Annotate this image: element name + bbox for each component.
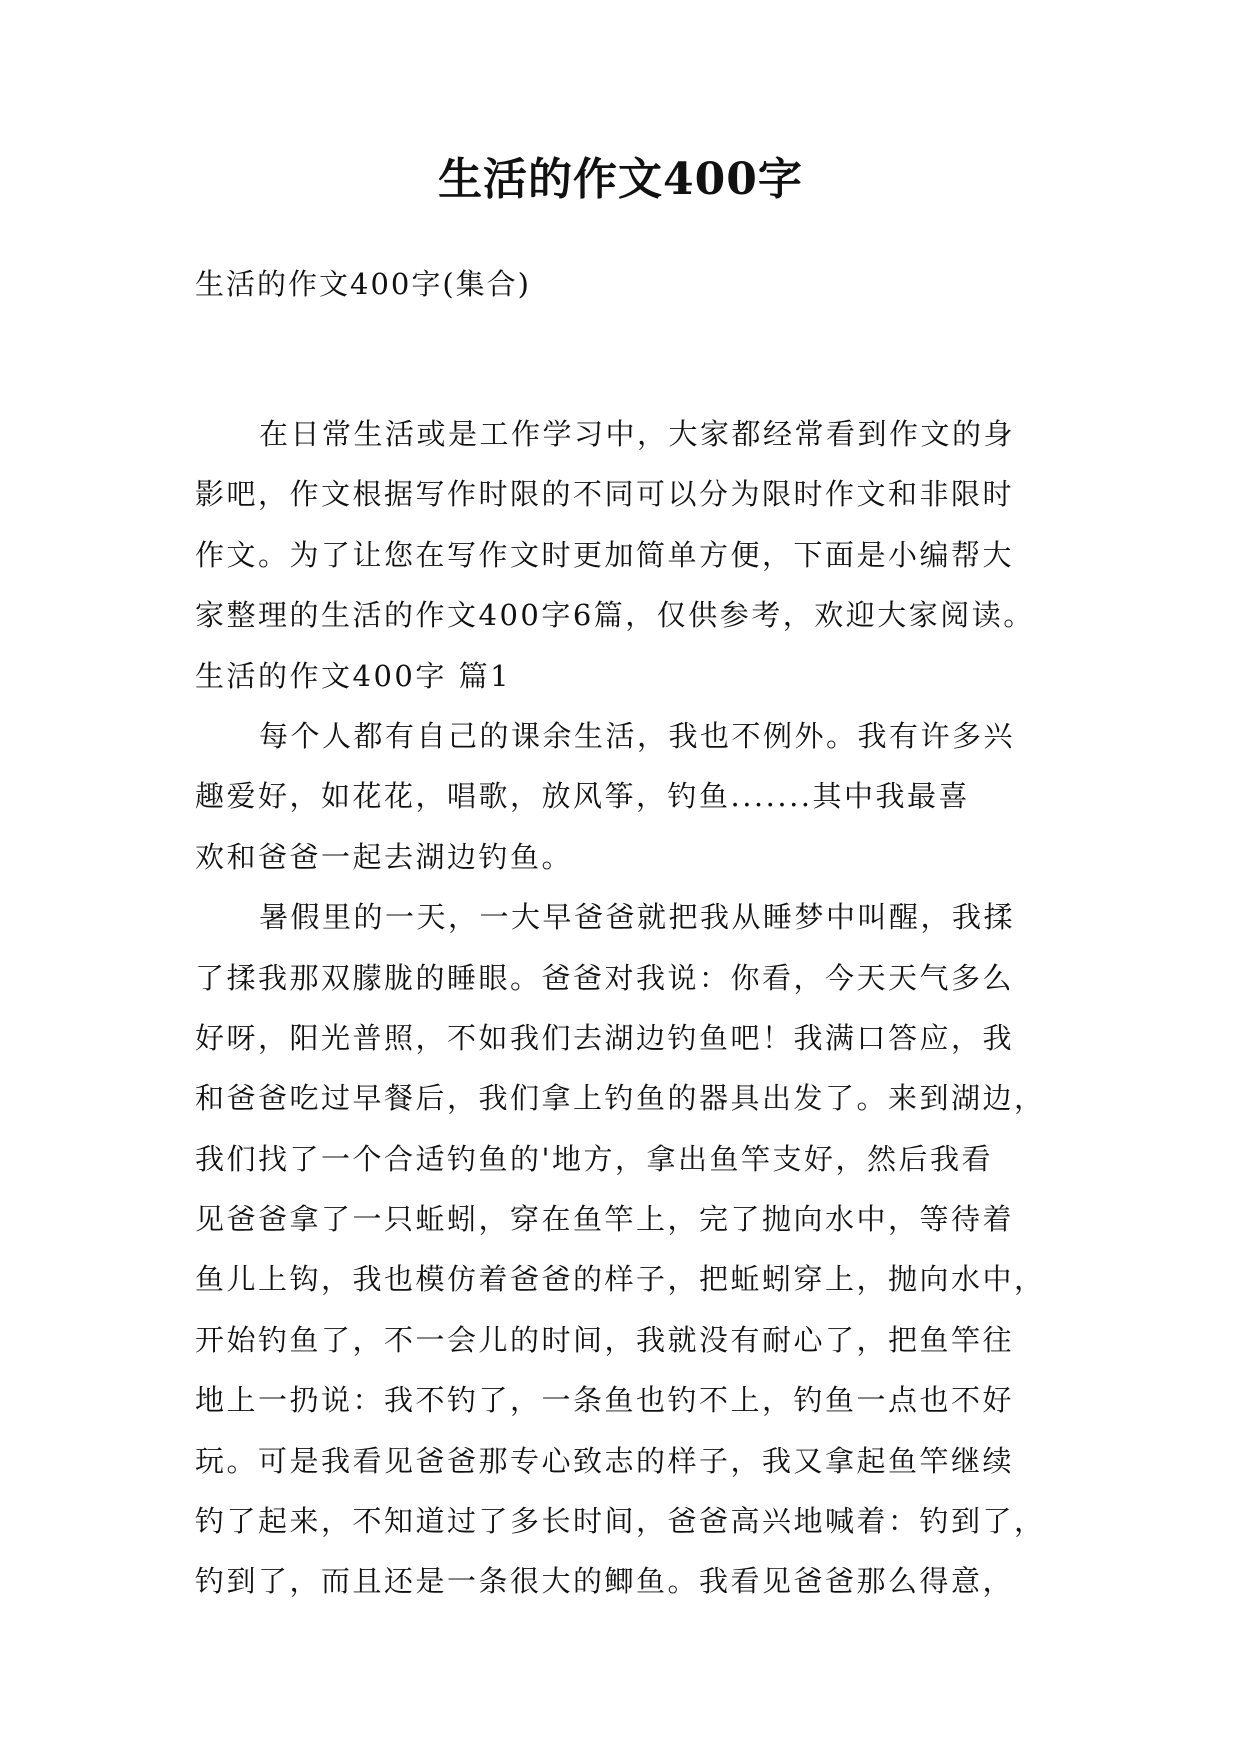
paragraph-line: 开始钓鱼了，不一会儿的时间，我就没有耐心了，把鱼竿往 <box>195 1322 1015 1357</box>
paragraph-line: 了揉我那双朦胧的睡眼。爸爸对我说：你看，今天天气多么 <box>195 960 1015 995</box>
paragraph-line: 和爸爸吃过早餐后，我们拿上钓鱼的器具出发了。来到湖边， <box>195 1081 1046 1116</box>
paragraph-line: 作文。为了让您在写作文时更加简单方便，下面是小编帮大 <box>195 537 1015 572</box>
paragraph-line: 玩。可是我看见爸爸那专心致志的样子，我又拿起鱼竿继续 <box>195 1443 1015 1478</box>
paragraph-line: 影吧，作文根据写作时限的不同可以分为限时作文和非限时 <box>195 477 1015 512</box>
paragraph-line: 地上一扔说：我不钓了，一条鱼也钓不上，钓鱼一点也不好 <box>195 1383 1015 1418</box>
paragraph-line: 暑假里的一天，一大早爸爸就把我从睡梦中叫醒，我揉 <box>259 900 1016 935</box>
paragraph-line: 欢和爸爸一起去湖边钓鱼。 <box>195 839 574 874</box>
document-subtitle: 生活的作文400字(集合) <box>195 267 531 301</box>
paragraph-line: 钓到了，而且还是一条很大的鲫鱼。我看见爸爸那么得意， <box>195 1564 1015 1599</box>
document-title: 生活的作文400字 <box>438 154 803 205</box>
paragraph-line: 见爸爸拿了一只蚯蚓，穿在鱼竿上，完了抛向水中，等待着 <box>195 1202 1015 1237</box>
paragraph-line: 我们找了一个合适钓鱼的'地方，拿出鱼竿支好，然后我看 <box>195 1141 993 1176</box>
paragraph-line: 钓了起来，不知道过了多长时间，爸爸高兴地喊着：钓到了， <box>195 1504 1046 1539</box>
section-heading: 生活的作文400字 篇1 <box>195 658 512 693</box>
paragraph-line: 好呀，阳光普照，不如我们去湖边钓鱼吧！我满口答应，我 <box>195 1020 1015 1055</box>
paragraph-line: 家整理的生活的作文400字6篇，仅供参考，欢迎大家阅读。 <box>195 598 1035 633</box>
paragraph-line: 鱼儿上钩，我也模仿着爸爸的样子，把蚯蚓穿上，抛向水中， <box>195 1262 1046 1297</box>
paragraph-line: 趣爱好，如花花，唱歌，放风筝，钓鱼.......其中我最喜 <box>195 779 971 814</box>
document-body <box>195 404 1050 1612</box>
paragraph-line: 在日常生活或是工作学习中，大家都经常看到作文的身 <box>259 417 1016 451</box>
paragraph-line: 每个人都有自己的课余生活，我也不例外。我有许多兴 <box>259 718 1016 753</box>
